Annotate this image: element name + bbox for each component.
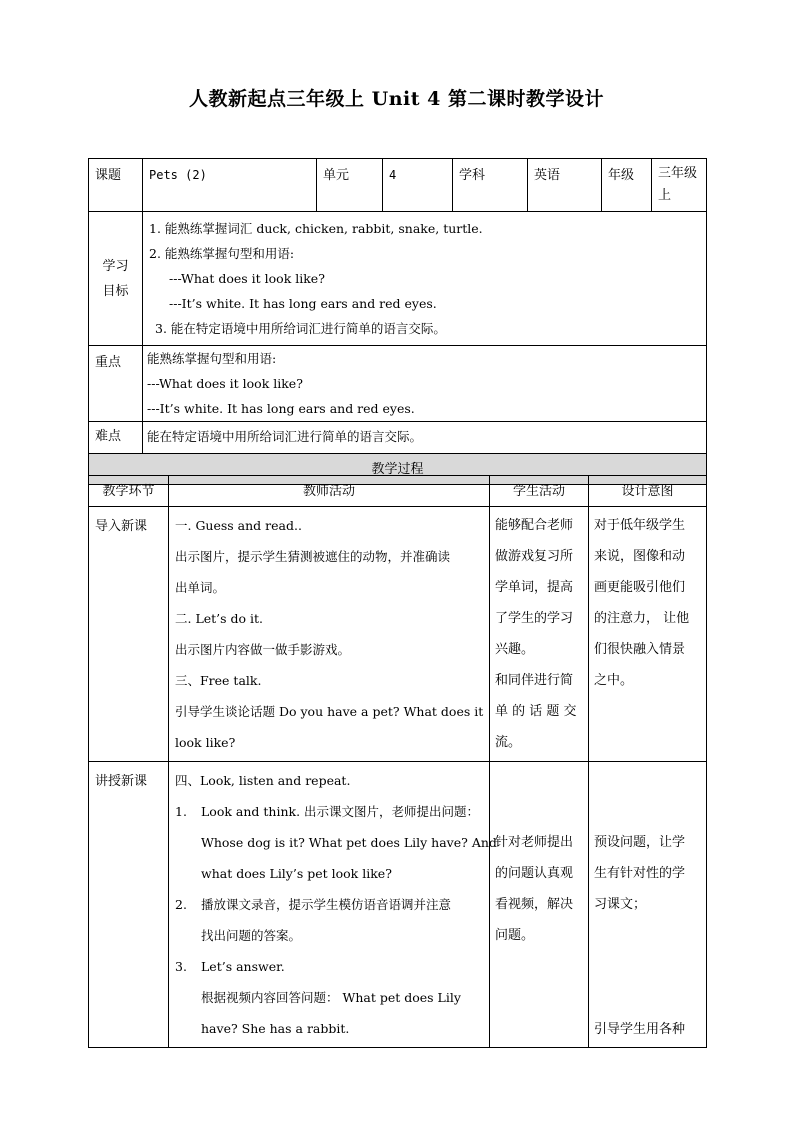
student-line: 和同伴进行简 [495,673,574,688]
intent-line: 画更能吸引他们 [594,580,686,595]
teacher-line: what does Lily’s pet look like? [201,866,392,881]
teacher-line: 出示图片内容做一做手影游戏。 [175,642,351,657]
intent-line: 的注意力， 让他 [594,611,690,626]
student-line: 了学生的学习 [495,611,574,626]
key-points-label: 重点 [89,346,143,422]
stage-cell: 讲授新课 [89,762,169,1048]
subject-value: 英语 [528,159,602,212]
goals-label-line2: 目标 [102,283,129,299]
unit-label: 单元 [317,159,383,212]
column-header: 教学环节 [89,476,169,507]
teacher-line: Let’s answer. [201,959,285,974]
teacher-activity-cell [169,507,490,762]
student-line: 学单词，提高 [495,580,574,595]
goals-label-line1: 学习 [102,258,129,274]
teacher-line: 二. Let’s do it. [175,611,264,626]
teacher-line: 引导学生谈论话题 Do you have a pet? What does it [175,704,484,719]
process-table [88,475,707,1048]
grade-label: 年级 [602,159,652,212]
subject-label: 学科 [453,159,528,212]
topic-label: 课题 [89,159,143,212]
teacher-line: 出单词。 [175,580,226,595]
teacher-line: 出示图片，提示学生猜测被遮住的动物，并准确读 [175,549,451,564]
unit-value: 4 [383,159,453,212]
teacher-list-item [175,796,497,889]
page-title: 人教新起点三年级上 Unit 4 第二课时教学设计 [189,88,604,110]
intent-line: 引导学生用各种 [594,1022,686,1037]
intent-line: 对于低年级学生 [594,518,686,533]
design-intent-cell [589,762,707,1048]
grade-value-line1: 三年级 [658,166,698,181]
goal-item: 1. 能熟练掌握词汇 duck, chicken, rabbit, snake, turtle. [149,221,483,236]
intent-line: 习课文； [594,897,647,912]
student-line: 流。 [495,735,522,750]
goals-content [143,212,707,346]
student-line: 问题。 [495,928,535,943]
difficulty-content: 能在特定语境中用所给词汇进行简单的语言交际。 [143,422,707,454]
design-intent-cell [589,507,707,762]
key-points-content [143,346,707,422]
teacher-line: 四、Look, listen and repeat. [175,773,351,788]
key-point-line: ---What does it look like? [147,376,303,391]
goal-item: ---What does it look like? [169,271,325,286]
key-point-line: 能熟练掌握句型和用语: [147,351,277,366]
goals-label [89,212,143,346]
teacher-line: 三、Free talk. [175,673,262,688]
column-header: 设计意图 [589,476,707,507]
student-line: 能够配合老师 [495,518,574,533]
intent-line: 来说，图像和动 [594,549,686,564]
teacher-line: 播放课文录音，提示学生模仿语音语调并注意 [201,897,452,912]
teacher-line: look like? [175,735,236,750]
teacher-line: Look and think. 出示课文图片，老师提出问题： [201,804,480,819]
list-number: 2. [175,897,187,912]
difficulty-label: 难点 [89,422,143,454]
student-activity-cell [490,762,589,1048]
student-activity-cell [490,507,589,762]
student-line: 的问题认真观 [495,866,574,881]
intent-line: 们很快融入情景 [594,642,686,657]
student-line: 做游戏复习所 [495,549,574,564]
list-number: 1. [175,804,187,819]
topic-value: Pets (2) [143,159,317,212]
key-point-line: ---It’s white. It has long ears and red eyes. [147,401,415,416]
teacher-list-item [175,889,483,951]
goal-item: 2. 能熟练掌握句型和用语: [149,246,295,261]
info-table [88,158,707,485]
student-line: 针对老师提出 [495,835,574,850]
grade-value [652,159,707,212]
teacher-line: 一. Guess and read.. [175,518,302,533]
goal-item: ---It’s white. It has long ears and red eyes. [169,296,437,311]
column-header: 学生活动 [490,476,589,507]
grade-value-line2: 上 [658,188,672,203]
teacher-line: have? She has a rabbit. [201,1021,350,1036]
teacher-activity-cell [169,762,497,1048]
list-number: 3. [175,959,187,974]
stage-cell: 导入新课 [89,507,169,762]
intent-line: 生有针对性的学 [594,866,686,881]
process-header: 教学过程 [89,454,707,485]
column-header: 教师活动 [169,476,490,507]
intent-line: 预设问题，让学 [594,835,686,850]
student-line: 单 的 话 题 交 [495,704,577,719]
teacher-list-item [175,951,483,1044]
intent-line: 之中。 [594,673,634,688]
teacher-line: Whose dog is it? What pet does Lily have? And [201,835,497,850]
teacher-line: 根据视频内容回答问题： What pet does Lily [201,990,461,1005]
goal-item: 3. 能在特定语境中用所给词汇进行简单的语言交际。 [155,321,446,336]
student-line: 兴趣。 [495,642,535,657]
teacher-line: 找出问题的答案。 [201,928,302,943]
student-line: 看视频，解决 [495,897,574,912]
